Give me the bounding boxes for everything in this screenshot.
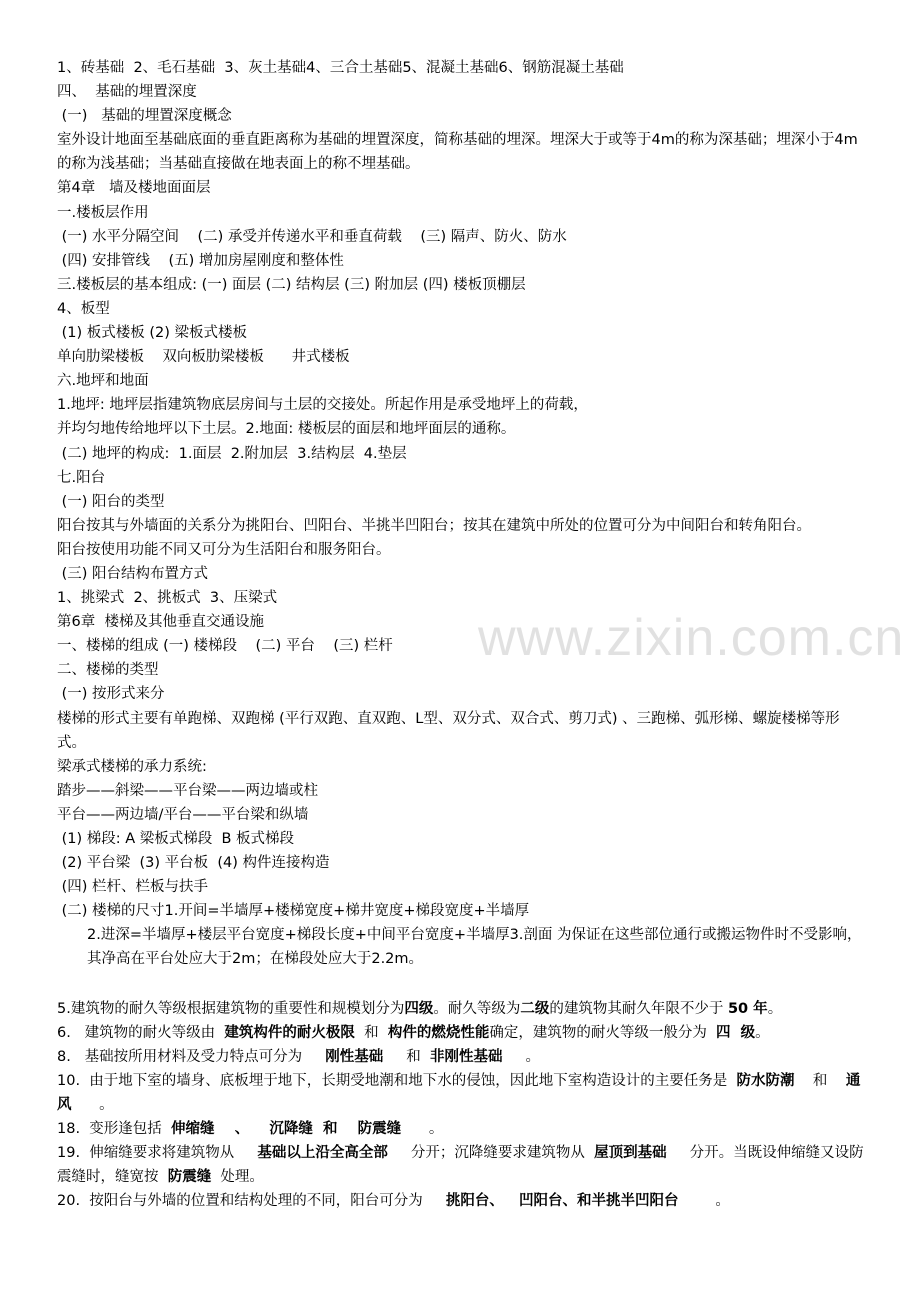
answer-text: 构件的燃烧性能 — [387, 1024, 490, 1041]
answer-text: 通风 — [57, 1072, 861, 1113]
section-heading: 二、楼梯的类型 — [57, 662, 159, 679]
text-line: 踏步——斜梁——平台梁——两边墙或柱 — [57, 782, 318, 799]
question-text: 和 — [354, 1024, 388, 1041]
text-line: 1、砖基础 2、毛石基础 3、灰土基础4、三合土基础5、混凝土基础6、钢筋混凝土基础 — [57, 60, 624, 76]
text-line: 三.楼板层的基本组成: (一) 面层 (二) 结构层 (三) 附加层 (四) 楼板顶棚层 — [57, 276, 526, 293]
text-line: 平台——两边墙/平台——平台梁和纵墙 — [57, 806, 309, 823]
section-heading: 六.地坪和地面 — [57, 373, 149, 390]
subsection-heading: (一) 阳台的类型 — [57, 493, 165, 510]
question-text: 的建筑物其耐久年限不少于 — [549, 1000, 728, 1017]
text-line: (1) 板式楼板 (2) 梁板式楼板 — [57, 325, 248, 342]
text-line: 1.地坪: 地坪层指建筑物底层房间与土层的交接处。所起作用是承受地坪上的荷载， — [57, 397, 588, 414]
paragraph: 室外设计地面至基础底面的垂直距离称为基础的埋置深度，简称基础的埋深。埋深大于或等于4m的称为深基础；埋深小于4m的称为浅基础；当基础直接做在地表面上的称不埋基础。 — [57, 132, 858, 173]
question-text: 5.建筑物的耐久等级根据建筑物的重要性和规模划分为 — [57, 1000, 405, 1017]
text-line: (2) 平台梁 (3) 平台板 (4) 构件连接构造 — [57, 855, 330, 872]
question-text: 确定，建筑物的耐火等级一般分为 — [489, 1024, 717, 1041]
text-line: 单向肋梁楼板 双向板肋梁楼板 井式楼板 — [57, 349, 350, 366]
answer-text: 防震缝 — [167, 1169, 212, 1186]
question-text: 。 — [71, 1096, 114, 1113]
question-8 — [57, 1045, 867, 1069]
question-5 — [57, 997, 867, 1021]
text-line: (二) 地坪的构成: 1.面层 2.附加层 3.结构层 4.垫层 — [57, 445, 407, 462]
text-line: (四) 安排管线 (五) 增加房屋刚度和整体性 — [57, 252, 344, 269]
question-20 — [57, 1189, 867, 1213]
subsection-heading: (一) 按形式来分 — [57, 686, 165, 703]
paragraph-indented: 2.进深=半墙厚+楼层平台宽度+梯段长度+中间平台宽度+半墙厚3.剖面 为保证在这些部位通行或搬运物件时不受影响，其净高在平台处应大于2m；在梯段处应大于2.2m。 — [87, 927, 862, 968]
question-text: 处理。 — [211, 1169, 264, 1186]
answer-text: 挑阳台、 凹阳台、和半挑半凹阳台 — [445, 1193, 679, 1210]
paragraph: 楼梯的形式主要有单跑梯、双跑梯 (平行双跑、直双跑、L型、双分式、双合式、剪刀式) 、三跑梯、弧形梯、螺旋楼梯等形式。 — [57, 710, 840, 751]
watermark: www.zixin.com.cn — [478, 609, 905, 667]
text-line: (四) 栏杆、栏板与扶手 — [57, 879, 209, 896]
question-text: 和 — [794, 1072, 846, 1089]
text-line: 4、板型 — [57, 300, 110, 317]
text-line: 1、挑梁式 2、挑板式 3、压梁式 — [57, 590, 278, 607]
subsection-heading: (三) 阳台结构布置方式 — [57, 565, 209, 582]
question-text: 6. 建筑物的耐火等级由 — [57, 1024, 225, 1041]
answer-text: 非刚性基础 — [429, 1048, 503, 1065]
question-6 — [57, 1021, 867, 1045]
subsection-heading: (一) 基础的埋置深度概念 — [57, 108, 232, 125]
answer-text: 二级 — [520, 1000, 550, 1017]
paragraph: 阳台按其与外墙面的关系分为挑阳台、凹阳台、半挑半凹阳台；按其在建筑中所处的位置可分为中间阳台和转角阳台。 — [57, 517, 811, 534]
answer-text: 四级 — [404, 1000, 434, 1017]
question-text: 10. 由于地下室的墙身、底板埋于地下，长期受地潮和地下水的侵蚀，因此地下室构造设计的主要任务是 — [57, 1072, 737, 1089]
question-text: 18. 变形逢包括 — [57, 1121, 171, 1138]
answer-text: 基础以上沿全高全部 — [257, 1145, 388, 1162]
question-text: 19. 伸缩缝要求将建筑物从 — [57, 1145, 258, 1162]
answer-text: 建筑构件的耐火极限 — [224, 1024, 355, 1041]
section-heading: 七.阳台 — [57, 469, 106, 486]
question-10 — [57, 1069, 867, 1117]
text-line: 并均匀地传给地坪以下土层。2.地面: 楼板层的面层和地坪面层的通称。 — [57, 421, 516, 438]
answer-text: 伸缩缝 、 沉降缝 和 防震缝 — [171, 1121, 402, 1138]
question-18 — [57, 1117, 867, 1141]
chapter-heading: 第4章 墙及楼地面面层 — [57, 180, 211, 197]
answer-text: 屋顶到基础 — [594, 1145, 667, 1162]
question-text: 。 — [767, 1000, 783, 1017]
question-text: 。 — [401, 1121, 444, 1138]
question-text: 。 — [755, 1024, 770, 1041]
text-line: (1) 梯段: A 梁板式梯段 B 板式梯段 — [57, 831, 295, 847]
question-text: 。 — [678, 1193, 730, 1210]
section-heading: 一.楼板层作用 — [57, 204, 149, 221]
text-line: 一、楼梯的组成 (一) 楼梯段 (二) 平台 (三) 栏杆 — [57, 638, 393, 655]
section-heading: 四、 基础的埋置深度 — [57, 84, 197, 101]
answer-text: 四 级 — [716, 1024, 756, 1041]
text-line: 梁承式楼梯的承力系统: — [57, 758, 207, 775]
question-text: 分开；沉降缝要求建筑物从 — [387, 1145, 595, 1162]
question-19 — [57, 1141, 867, 1189]
question-text: 和 — [383, 1048, 430, 1065]
answer-text: 50 年 — [727, 1000, 768, 1017]
answer-text: 防水防潮 — [736, 1072, 795, 1089]
question-text: 20. 按阳台与外墙的位置和结构处理的不同，阳台可分为 — [57, 1193, 446, 1210]
question-text: 。 — [502, 1048, 541, 1065]
text-line: 阳台按使用功能不同又可分为生活阳台和服务阳台。 — [57, 541, 391, 558]
text-line: (二) 楼梯的尺寸1.开间=半墙厚+楼梯宽度+梯井宽度+梯段宽度+半墙厚 — [57, 903, 530, 920]
answer-text: 刚性基础 — [325, 1048, 384, 1065]
chapter-heading: 第6章 楼梯及其他垂直交通设施 — [57, 614, 264, 631]
text-line: (一) 水平分隔空间 (二) 承受并传递水平和垂直荷载 (三) 隔声、防火、防水 — [57, 228, 567, 245]
question-text: 8. 基础按所用材料及受力特点可分为 — [57, 1048, 326, 1065]
question-text: 分开。当既设伸缩缝又设防震缝时，缝宽按 — [57, 1145, 864, 1186]
spacer — [57, 972, 867, 997]
question-text: 。耐久等级为 — [433, 1000, 521, 1017]
document-body — [57, 56, 867, 1213]
